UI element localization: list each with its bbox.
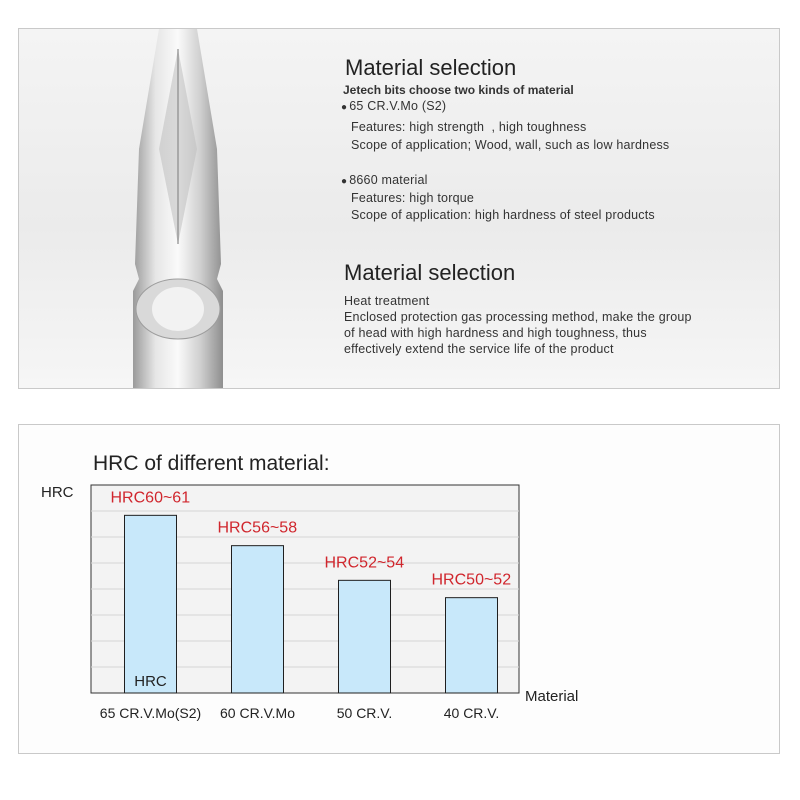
data-label-3: HRC52~54 <box>324 554 405 572</box>
bar-inner-label: HRC <box>134 673 167 690</box>
heat-treatment-line-2: of head with high hardness and high toughness, thus <box>344 326 647 340</box>
data-label-1: HRC60~61 <box>110 489 191 507</box>
bar-1 <box>125 515 177 693</box>
heat-treatment-line-3: effectively extend the service life of the product <box>344 342 614 356</box>
material-2-scope: Scope of application: high hardness of steel products <box>351 208 655 222</box>
screwdriver-bit-image <box>119 29 237 388</box>
section-subtitle: Jetech bits choose two kinds of material <box>343 83 574 97</box>
material-1-scope: Scope of application; Wood, wall, such as low hardness <box>351 138 670 152</box>
hrc-bar-chart <box>19 425 779 753</box>
bar-2 <box>232 546 284 693</box>
y-axis-label: HRC <box>41 484 74 501</box>
hrc-chart-panel <box>18 424 780 754</box>
bar-3 <box>339 580 391 693</box>
heat-treatment-label: Heat treatment <box>344 294 430 308</box>
category-label-2: 60 CR.V.Mo <box>220 705 295 721</box>
heat-treatment-line-1: Enclosed protection gas processing method, make the group <box>344 310 692 324</box>
data-label-2: HRC56~58 <box>217 519 298 537</box>
chart-title: HRC of different material: <box>93 452 330 475</box>
material-info-panel <box>18 28 780 389</box>
category-label-3: 50 CR.V. <box>336 705 393 721</box>
data-label-4: HRC50~52 <box>431 571 512 589</box>
category-label-1: 65 CR.V.Mo(S2) <box>99 705 202 721</box>
category-label-4: 40 CR.V. <box>443 705 500 721</box>
x-axis-label: Material <box>525 688 579 705</box>
section-title-material: Material selection <box>345 55 517 80</box>
material-1-features: Features: high strength , high toughness <box>351 120 587 134</box>
material-1-name: ● 65 CR.V.Mo (S2) <box>341 99 446 113</box>
material-2-features: Features: high torque <box>351 191 475 205</box>
bar-4 <box>446 598 498 693</box>
section-title-heat: Material selection <box>344 260 516 285</box>
material-2-name: ● 8660 material <box>341 173 428 187</box>
